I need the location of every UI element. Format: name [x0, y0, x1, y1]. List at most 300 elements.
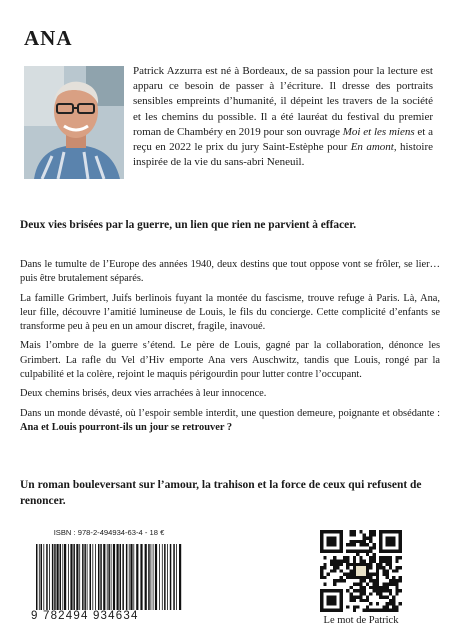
- qr-module: [399, 543, 402, 546]
- qr-module: [359, 530, 362, 533]
- qr-module: [333, 543, 336, 546]
- qr-module: [366, 550, 369, 553]
- synopsis-paragraph: Dans le tumulte de l’Europe des années 1940, deux destins que tout oppose vont se frôler, se lier… puis être brutalement séparés.: [20, 259, 440, 285]
- qr-module: [389, 560, 392, 563]
- qr-module: [379, 586, 382, 589]
- qr-module: [336, 560, 339, 563]
- qr-module: [363, 563, 366, 566]
- qr-module: [389, 537, 392, 540]
- qr-module: [359, 569, 362, 572]
- qr-module: [356, 589, 359, 592]
- barcode-bar: [92, 544, 93, 610]
- qr-module: [386, 609, 389, 612]
- qr-module: [327, 543, 330, 546]
- qr-module: [392, 599, 395, 602]
- qr-module: [379, 563, 382, 566]
- synopsis-text: Dans un monde dévasté, où l’espoir semble interdit, une question demeure, poignante et obsédante :: [20, 407, 440, 419]
- barcode-bar: [70, 544, 72, 610]
- barcode-bar: [60, 544, 62, 610]
- synopsis-paragraph: Mais l’ombre de la guerre s’étend. Le père de Louis, gagné par la collaboration, dénonce les Grimbert. La rafle du Vel d’Hiv emporte Ana vers Auschwitz, tandis que Louis, rongé par la culpabilité et la colère, rejoint le maquis périgourdin pour lutter contre l’occupant.: [20, 340, 440, 381]
- qr-module: [330, 602, 333, 605]
- qr-module: [353, 596, 356, 599]
- qr-module: [399, 540, 402, 543]
- qr-module: [330, 540, 333, 543]
- qr-module: [392, 540, 395, 543]
- barcode-bar: [39, 544, 40, 610]
- qr-module: [333, 569, 336, 572]
- qr-module: [320, 602, 323, 605]
- qr-module: [395, 582, 398, 585]
- qr-module: [350, 599, 353, 602]
- qr-module: [369, 533, 372, 536]
- qr-module: [320, 573, 323, 576]
- qr-module: [330, 569, 333, 572]
- qr-module: [389, 589, 392, 592]
- qr-module: [340, 540, 343, 543]
- qr-module: [392, 582, 395, 585]
- tagline: Deux vies brisées par la guerre, un lien que rien ne parvient à effacer.: [20, 219, 357, 231]
- qr-module: [353, 550, 356, 553]
- barcode-bar: [167, 544, 168, 610]
- barcode-digits: 9 782494 934634: [31, 610, 139, 622]
- qr-module: [353, 533, 356, 536]
- qr-module: [363, 599, 366, 602]
- bio-text: et a reçu en 2022 le prix du jury Saint-Estèphe pour: [133, 125, 434, 154]
- qr-module: [386, 569, 389, 572]
- isbn-price: ISBN : 978-2-494934-63-4 - 18 €: [53, 528, 165, 537]
- qr-module: [392, 579, 395, 582]
- qr-module: [330, 563, 333, 566]
- qr-module: [359, 566, 362, 569]
- qr-module: [340, 533, 343, 536]
- qr-module: [359, 563, 362, 566]
- synopsis-paragraph: La famille Grimbert, Juifs berlinois fuyant la montée du fascisme, trouve refuge à Paris. Là, Ana, leur fille, découvre l’amitié lumineuse de Louis, le fils du concierge. Cette complicité d’enfants se transforme peu à peu en un amour discret, fragile, inavoué.: [20, 292, 440, 333]
- qr-module: [372, 543, 375, 546]
- qr-module: [363, 560, 366, 563]
- qr-module: [399, 579, 402, 582]
- qr-module: [369, 573, 372, 576]
- qr-module: [333, 602, 336, 605]
- qr-module: [320, 533, 323, 536]
- qr-module: [386, 605, 389, 608]
- qr-module: [395, 609, 398, 612]
- qr-module: [340, 579, 343, 582]
- qr-module: [359, 540, 362, 543]
- qr-module: [389, 556, 392, 559]
- qr-module: [340, 599, 343, 602]
- qr-module: [395, 556, 398, 559]
- barcode-bar: [62, 544, 63, 610]
- qr-module: [363, 566, 366, 569]
- barcode-bar: [170, 544, 172, 610]
- bio-text: , histoire inspirée de la vie du sans-abri Neneuil.: [133, 141, 433, 169]
- qr-module: [392, 537, 395, 540]
- barcode-bar: [126, 544, 128, 610]
- qr-module: [330, 530, 333, 533]
- qr-module: [330, 560, 333, 563]
- qr-module: [366, 543, 369, 546]
- barcode-bar: [98, 544, 100, 610]
- qr-module: [382, 556, 385, 559]
- qr-module: [389, 609, 392, 612]
- qr-module: [376, 586, 379, 589]
- barcode-bar: [176, 544, 177, 610]
- qr-module: [399, 530, 402, 533]
- qr-module: [386, 530, 389, 533]
- qr-module: [363, 533, 366, 536]
- qr-module: [359, 586, 362, 589]
- qr-module: [346, 563, 349, 566]
- qr-module: [382, 596, 385, 599]
- qr-module: [330, 589, 333, 592]
- qr-module: [382, 530, 385, 533]
- qr-module: [376, 579, 379, 582]
- qr-module: [376, 589, 379, 592]
- qr-module: [350, 533, 353, 536]
- qr-module: [379, 556, 382, 559]
- qr-module: [340, 537, 343, 540]
- qr-module: [336, 530, 339, 533]
- barcode-bar: [129, 544, 130, 610]
- qr-code-icon: [320, 530, 402, 612]
- qr-module: [333, 566, 336, 569]
- qr-module: [366, 576, 369, 579]
- barcode-bar: [153, 544, 154, 610]
- qr-module: [340, 560, 343, 563]
- qr-module: [372, 546, 375, 549]
- qr-module: [379, 543, 382, 546]
- qr-module: [353, 569, 356, 572]
- ean13-barcode-icon: [34, 544, 184, 610]
- qr-module: [376, 566, 379, 569]
- barcode-bar: [82, 544, 84, 610]
- qr-module: [336, 566, 339, 569]
- qr-module: [359, 592, 362, 595]
- qr-module: [340, 609, 343, 612]
- qr-module: [389, 579, 392, 582]
- barcode-bar: [73, 544, 75, 610]
- qr-module: [379, 533, 382, 536]
- qr-module: [395, 569, 398, 572]
- qr-module: [366, 537, 369, 540]
- qr-module: [330, 609, 333, 612]
- qr-module: [330, 537, 333, 540]
- qr-module: [340, 543, 343, 546]
- qr-module: [320, 609, 323, 612]
- qr-module: [372, 553, 375, 556]
- barcode-bar: [84, 544, 86, 610]
- barcode-bar: [155, 544, 157, 610]
- barcode-bar: [151, 544, 152, 610]
- qr-module: [350, 563, 353, 566]
- barcode-bar: [113, 544, 115, 610]
- qr-module: [340, 592, 343, 595]
- qr-module: [320, 589, 323, 592]
- qr-module: [343, 556, 346, 559]
- qr-module: [363, 579, 366, 582]
- qr-module: [379, 546, 382, 549]
- qr-module: [346, 556, 349, 559]
- qr-module: [320, 546, 323, 549]
- qr-module: [333, 530, 336, 533]
- qr-module: [359, 599, 362, 602]
- qr-module: [350, 569, 353, 572]
- barcode-bar: [43, 544, 44, 610]
- qr-module: [340, 569, 343, 572]
- barcode-bar: [64, 544, 66, 610]
- qr-module: [379, 566, 382, 569]
- qr-module: [350, 576, 353, 579]
- qr-module: [333, 550, 336, 553]
- qr-module: [359, 589, 362, 592]
- qr-module: [369, 579, 372, 582]
- qr-module: [395, 592, 398, 595]
- qr-module: [327, 540, 330, 543]
- qr-module: [320, 569, 323, 572]
- barcode-bar: [95, 544, 96, 610]
- qr-module: [333, 579, 336, 582]
- qr-module: [399, 533, 402, 536]
- qr-module: [369, 586, 372, 589]
- qr-module: [366, 573, 369, 576]
- qr-module: [382, 605, 385, 608]
- qr-module: [333, 589, 336, 592]
- qr-module: [366, 569, 369, 572]
- qr-module: [369, 546, 372, 549]
- qr-module: [363, 537, 366, 540]
- qr-module: [320, 599, 323, 602]
- qr-module: [386, 586, 389, 589]
- qr-module: [386, 573, 389, 576]
- qr-module: [353, 605, 356, 608]
- qr-module: [399, 537, 402, 540]
- qr-module: [340, 563, 343, 566]
- qr-module: [386, 563, 389, 566]
- qr-module: [359, 576, 362, 579]
- barcode-bar: [140, 544, 142, 610]
- synopsis: [20, 258, 440, 440]
- qr-module: [327, 609, 330, 612]
- qr-module: [379, 609, 382, 612]
- bio-text: Patrick Azzurra est né à Bordeaux, de sa passion pour la lecture est apparu ce besoin de passer à l’écriture. Il dresse des portraits sensibles empreints d’humanité, il dépeint les travers de la société et les chemins du possible. Il a été lauréat du festival du premier roman de Chambéry en 2019 pour son ouvrage: [133, 65, 433, 138]
- qr-module: [350, 543, 353, 546]
- qr-module: [369, 609, 372, 612]
- qr-module: [369, 602, 372, 605]
- bio-book-title: En amont: [350, 141, 394, 154]
- qr-module: [333, 596, 336, 599]
- qr-module: [340, 605, 343, 608]
- barcode-bar: [68, 544, 69, 610]
- qr-module: [376, 569, 379, 572]
- qr-module: [372, 560, 375, 563]
- qr-module: [320, 537, 323, 540]
- qr-module: [363, 586, 366, 589]
- qr-module: [399, 556, 402, 559]
- barcode-bar: [57, 544, 59, 610]
- qr-module: [346, 560, 349, 563]
- qr-module: [395, 560, 398, 563]
- qr-module: [389, 582, 392, 585]
- barcode-bar: [76, 544, 78, 610]
- qr-module: [353, 573, 356, 576]
- qr-module: [359, 596, 362, 599]
- qr-module: [356, 596, 359, 599]
- qr-module: [346, 589, 349, 592]
- qr-module: [382, 582, 385, 585]
- qr-module: [382, 569, 385, 572]
- barcode-bar: [164, 544, 166, 610]
- qr-module: [363, 550, 366, 553]
- qr-module: [343, 579, 346, 582]
- barcode-bar: [133, 544, 134, 610]
- qr-module: [369, 556, 372, 559]
- qr-module: [392, 543, 395, 546]
- qr-module: [320, 540, 323, 543]
- qr-module: [353, 563, 356, 566]
- barcode-bar: [159, 544, 160, 610]
- qr-module: [379, 560, 382, 563]
- qr-module: [327, 530, 330, 533]
- bio-book-title: Moi et les miens: [342, 125, 415, 138]
- qr-module: [320, 576, 323, 579]
- qr-module: [327, 589, 330, 592]
- qr-module: [346, 566, 349, 569]
- qr-module: [379, 596, 382, 599]
- qr-module: [395, 586, 398, 589]
- qr-module: [343, 560, 346, 563]
- qr-module: [392, 602, 395, 605]
- qr-module: [386, 576, 389, 579]
- qr-module: [356, 553, 359, 556]
- barcode-bar: [54, 544, 56, 610]
- qr-module: [366, 566, 369, 569]
- qr-module: [376, 609, 379, 612]
- qr-module: [399, 550, 402, 553]
- qr-module: [369, 576, 372, 579]
- qr-module: [376, 592, 379, 595]
- qr-module: [366, 553, 369, 556]
- qr-module: [382, 589, 385, 592]
- qr-module: [350, 573, 353, 576]
- barcode-bar: [41, 544, 43, 610]
- qr-module: [336, 579, 339, 582]
- qr-module: [333, 556, 336, 559]
- barcode-bar: [136, 544, 138, 610]
- qr-module: [399, 602, 402, 605]
- qr-module: [353, 599, 356, 602]
- qr-module: [386, 602, 389, 605]
- qr-module: [346, 543, 349, 546]
- qr-module: [333, 540, 336, 543]
- qr-module: [376, 563, 379, 566]
- qr-module: [356, 550, 359, 553]
- qr-caption: Le mot de Patrick: [323, 615, 399, 626]
- qr-module: [363, 543, 366, 546]
- qr-module: [382, 566, 385, 569]
- qr-module: [392, 609, 395, 612]
- qr-module: [389, 563, 392, 566]
- author-portrait-icon: [24, 66, 124, 179]
- barcode-bar: [46, 544, 48, 610]
- qr-module: [327, 602, 330, 605]
- qr-module: [340, 530, 343, 533]
- qr-module: [395, 566, 398, 569]
- qr-module: [330, 599, 333, 602]
- qr-module: [340, 576, 343, 579]
- qr-module: [356, 573, 359, 576]
- qr-module: [333, 599, 336, 602]
- qr-module: [386, 596, 389, 599]
- qr-module: [389, 550, 392, 553]
- qr-module: [366, 605, 369, 608]
- qr-module: [395, 579, 398, 582]
- qr-module: [369, 537, 372, 540]
- qr-module: [353, 582, 356, 585]
- qr-module: [350, 586, 353, 589]
- qr-module: [369, 560, 372, 563]
- qr-module: [386, 556, 389, 559]
- qr-module: [386, 589, 389, 592]
- qr-module: [366, 582, 369, 585]
- barcode-bar: [100, 544, 102, 610]
- qr-module: [333, 582, 336, 585]
- qr-module: [386, 560, 389, 563]
- qr-module: [356, 563, 359, 566]
- barcode-bar: [79, 544, 80, 610]
- qr-module: [343, 573, 346, 576]
- qr-module: [323, 556, 326, 559]
- qr-module: [372, 579, 375, 582]
- barcode-bar: [111, 544, 112, 610]
- qr-module: [366, 609, 369, 612]
- qr-module: [363, 589, 366, 592]
- qr-module: [389, 540, 392, 543]
- qr-module: [327, 537, 330, 540]
- barcode-bar: [117, 544, 119, 610]
- qr-module: [327, 550, 330, 553]
- qr-module: [356, 582, 359, 585]
- qr-module: [366, 596, 369, 599]
- qr-module: [353, 543, 356, 546]
- qr-module: [363, 540, 366, 543]
- qr-module: [369, 566, 372, 569]
- qr-module: [369, 540, 372, 543]
- qr-module: [353, 530, 356, 533]
- qr-module: [363, 609, 366, 612]
- closing-statement: Un roman bouleversant sur l’amour, la trahison et la force de ceux qui refusent de renoncer.: [20, 479, 422, 507]
- qr-module: [323, 609, 326, 612]
- qr-module: [372, 589, 375, 592]
- qr-module: [323, 530, 326, 533]
- qr-module: [386, 540, 389, 543]
- qr-module: [359, 550, 362, 553]
- qr-module: [376, 576, 379, 579]
- qr-module: [333, 537, 336, 540]
- author-bio: [133, 64, 433, 170]
- qr-module: [336, 563, 339, 566]
- qr-module: [379, 550, 382, 553]
- qr-module: [340, 546, 343, 549]
- barcode-bar: [107, 544, 108, 610]
- qr-module: [333, 560, 336, 563]
- barcode-bar: [179, 544, 181, 610]
- qr-module: [359, 582, 362, 585]
- qr-module: [372, 609, 375, 612]
- qr-module: [346, 605, 349, 608]
- qr-module: [386, 550, 389, 553]
- qr-module: [363, 576, 366, 579]
- qr-module: [359, 573, 362, 576]
